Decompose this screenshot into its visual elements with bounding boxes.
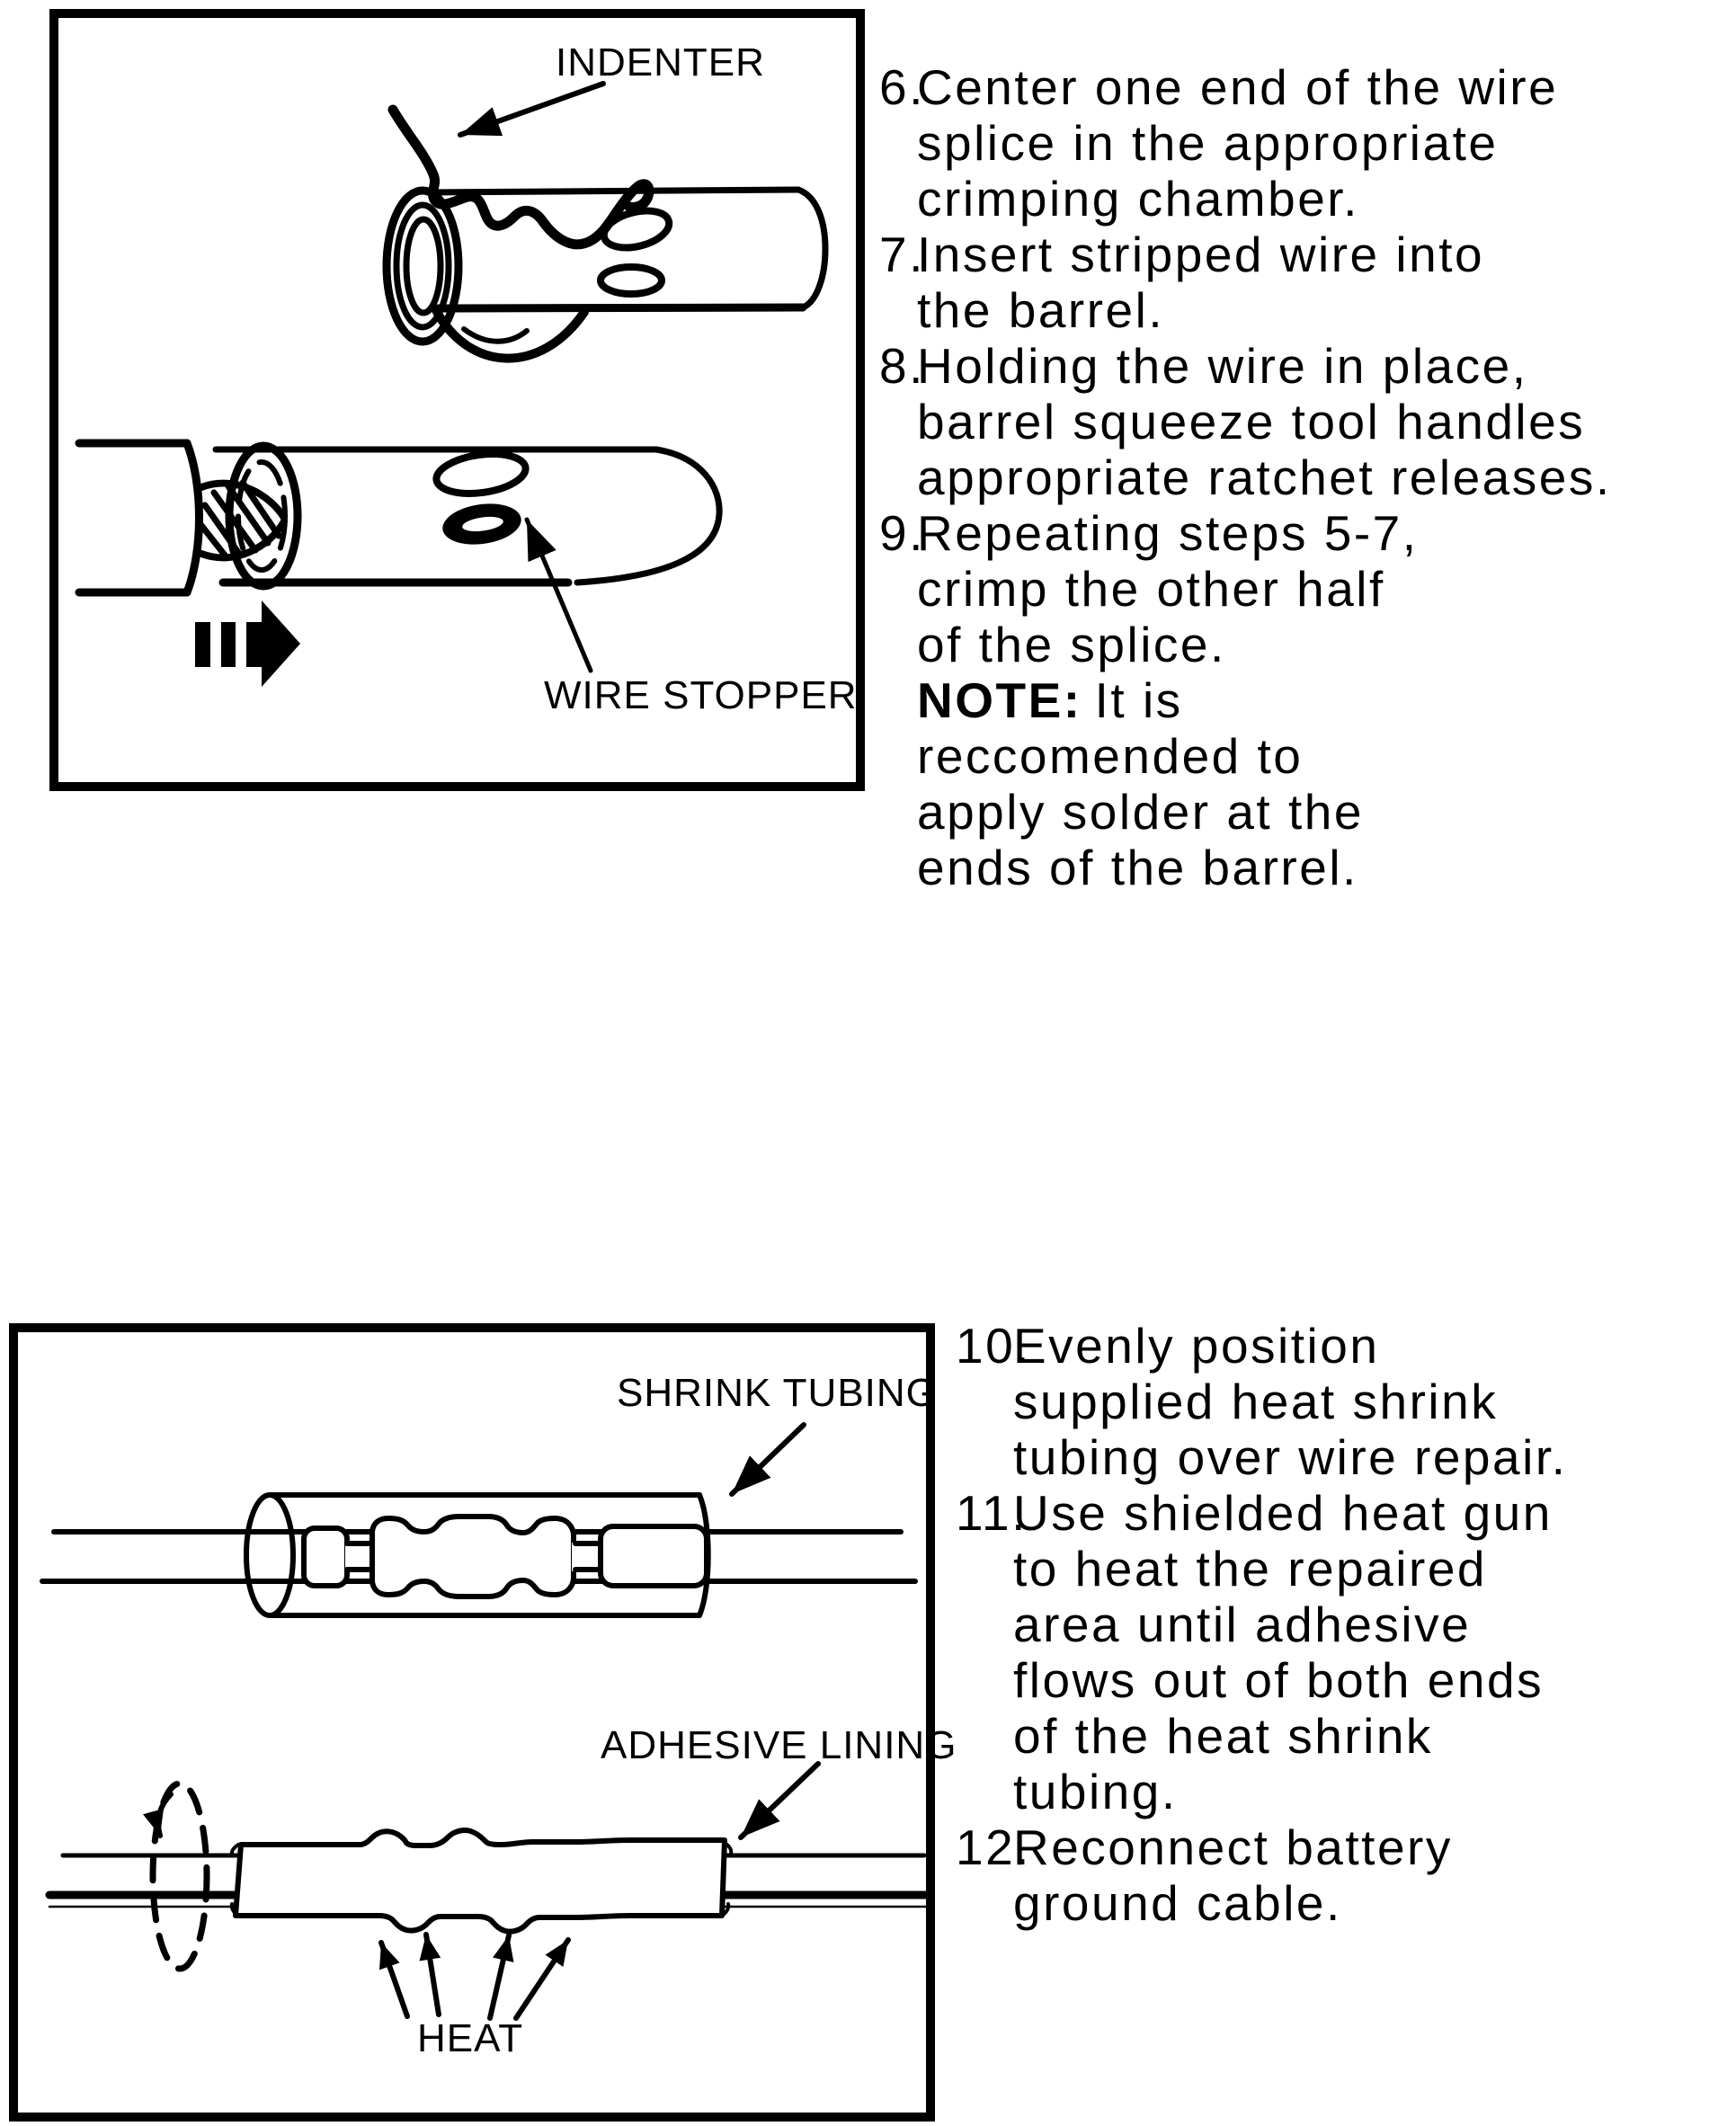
step-text-line: supplied heat shrink <box>1013 1374 1499 1429</box>
step-text-line: Repeating steps 5-7, <box>917 505 1419 561</box>
step-text-line: tubing. <box>1013 1764 1178 1819</box>
note-text-line: apply solder at the <box>917 784 1364 840</box>
step-number: 7. <box>879 227 925 282</box>
step-text-line: barrel squeeze tool handles <box>917 394 1586 449</box>
step-text-line: splice in the appropriate <box>917 115 1499 171</box>
tubing-open-end <box>246 1495 293 1615</box>
indenter-pointer-arrow <box>460 84 603 135</box>
heat-arrows <box>381 1935 568 2018</box>
shrunk-tubing-outline <box>236 1830 725 1932</box>
crimp-flap <box>436 310 584 359</box>
wire-stopper-pointer-arrow <box>527 520 591 671</box>
step-text-line: Holding the wire in place, <box>917 338 1528 394</box>
shrink-tubing-pointer-arrow <box>732 1425 804 1494</box>
figure-heat-shrink <box>9 1323 957 2122</box>
step-text-line: Use shielded heat gun <box>1013 1485 1553 1541</box>
heat-label: HEAT <box>417 2016 524 2060</box>
heat-shrink-illustration <box>18 1332 926 2113</box>
instruction-step-9 <box>879 505 1612 672</box>
step-text-line: appropriate ratchet releases. <box>917 449 1612 505</box>
note-label: NOTE: <box>917 672 1082 728</box>
step-text-line: Center one end of the wire <box>917 59 1559 115</box>
step-text-line: crimp the other half <box>917 561 1385 617</box>
step-number: 10. <box>956 1318 1031 1374</box>
step-text-line: Insert stripped wire into <box>917 227 1485 282</box>
step-text-line: ground cable. <box>1013 1875 1342 1931</box>
instruction-step-6 <box>879 59 1612 227</box>
step-text-line: crimping chamber. <box>917 171 1359 227</box>
step-number: 12. <box>956 1819 1031 1875</box>
instruction-step-7 <box>879 227 1612 338</box>
instruction-step-8 <box>879 338 1612 505</box>
step-number: 6. <box>879 59 925 115</box>
step-text-line: of the splice. <box>917 617 1226 672</box>
adhesive-lining-label: ADHESIVE LINING <box>601 1723 957 1767</box>
adhesive-lining-pointer-arrow <box>741 1764 818 1837</box>
instructions-steps-6-9 <box>879 59 1612 895</box>
note-text-line: reccomended to <box>917 728 1304 784</box>
wire-insulation <box>79 443 187 592</box>
instruction-step-12 <box>956 1819 1567 1931</box>
instruction-step-11 <box>956 1485 1567 1819</box>
step-number: 9. <box>879 505 925 561</box>
crimp-splice-illustration <box>58 18 856 782</box>
step-number: 11. <box>956 1485 1028 1541</box>
indenter-label: INDENTER <box>556 40 765 85</box>
step-text-line: flows out of both ends <box>1013 1652 1545 1708</box>
step-number: 8. <box>879 338 925 394</box>
note-text-line: ends of the barrel. <box>917 840 1358 895</box>
step-text-line: tubing over wire repair. <box>1013 1429 1568 1485</box>
step-text-line: of the heat shrink <box>1013 1708 1433 1764</box>
note-block <box>879 672 1612 895</box>
figure-crimp-splice <box>49 9 865 791</box>
shrink-tubing-label: SHRINK TUBING <box>617 1371 938 1415</box>
note-text-line: It is <box>1094 672 1183 728</box>
step-text-line: area until adhesive <box>1013 1597 1472 1652</box>
step-text-line: Evenly position <box>1013 1318 1380 1374</box>
rotation-arrow <box>158 1794 171 1836</box>
step-text-line: Reconnect battery <box>1013 1819 1453 1875</box>
insert-direction-icon <box>195 600 300 687</box>
instructions-steps-10-12 <box>956 1318 1567 1931</box>
step-text-line: to heat the repaired <box>1013 1541 1488 1597</box>
wire-stopper-label: WIRE STOPPER <box>544 673 858 717</box>
instruction-step-10 <box>956 1318 1567 1485</box>
step-text-line: the barrel. <box>917 282 1165 338</box>
